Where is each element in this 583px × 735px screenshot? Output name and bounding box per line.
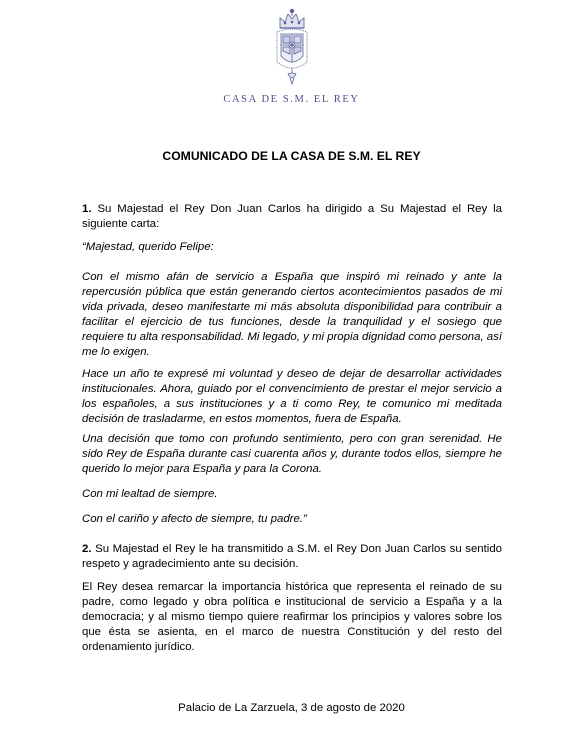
document-title: COMUNICADO DE LA CASA DE S.M. EL REY: [162, 149, 421, 163]
letter-paragraph-1: [82, 270, 502, 360]
section-2: [82, 542, 502, 572]
section-3-text: El Rey desea remarcar la importancia histórica que representa el reinado de su padre, como legado y obra política e institucional de servicio a España y a la democracia; y al mismo tiempo quiere reafirmar los principios y valores sobre los que ésta se asienta, en el marco de nuestra Constitución y del resto del ordenamiento jurídico.: [82, 581, 502, 653]
section-1-intro: [82, 202, 502, 232]
section-number: 2.: [82, 543, 92, 555]
section-1: [82, 202, 502, 232]
letter-closing-2: [82, 512, 502, 527]
letter-closing: Con el cariño y afecto de siempre, tu padre.”: [82, 513, 307, 525]
royal-coat-of-arms-icon: [266, 6, 318, 86]
letter-salutation-text: “Majestad, querido Felipe:: [82, 241, 214, 253]
royal-house-name: CASA DE S.M. EL REY: [223, 94, 360, 105]
letter-closing: Con mi lealtad de siempre.: [82, 488, 218, 500]
letter-paragraph-3: [82, 432, 502, 477]
letter-paragraph: Una decisión que tomo con profundo sentimiento, pero con gran serenidad. He sido Rey de España durante casi cuarenta años y, durante todos ellos, siempre he querido lo mejor para España y para la Corona.: [82, 433, 502, 475]
letter-paragraph-2: [82, 367, 502, 427]
signoff-place-date: Palacio de La Zarzuela, 3 de agosto de 2020: [178, 702, 405, 714]
letter-salutation: [82, 240, 502, 255]
section-3: [82, 580, 502, 655]
letter-paragraph: Hace un año te expresé mi voluntad y deseo de dejar de desarrollar actividades institucionales. Ahora, guiado por el convencimiento de prestar el mejor servicio a los españoles, a sus instituciones y a ti como Rey, te comunico mi meditada decisión de trasladarme, en estos momentos, fuera de España.: [82, 368, 502, 425]
letter-closing-1: [82, 487, 502, 502]
section-2-text: 2. Su Majestad el Rey le ha transmitido a S.M. el Rey Don Juan Carlos su sentido respeto y agradecimiento ante su decisión.: [82, 543, 502, 570]
section-1-text: Su Majestad el Rey Don Juan Carlos ha dirigido a Su Majestad el Rey la siguiente carta:: [82, 203, 502, 230]
letter-paragraph: Con el mismo afán de servicio a España que inspiró mi reinado y ante la repercusión pública que están generando ciertos acontecimientos pasados de mi vida privada, deseo manifestarte mi más absoluta disponibilidad para contribuir a facilitar el ejercicio de tus funciones, desde la tranquilidad y el sosiego que requiere tu alta responsabilidad. Mi legado, y mi propia dignidad como persona, así me lo exigen.: [82, 271, 502, 358]
section-number: 1.: [82, 203, 92, 215]
